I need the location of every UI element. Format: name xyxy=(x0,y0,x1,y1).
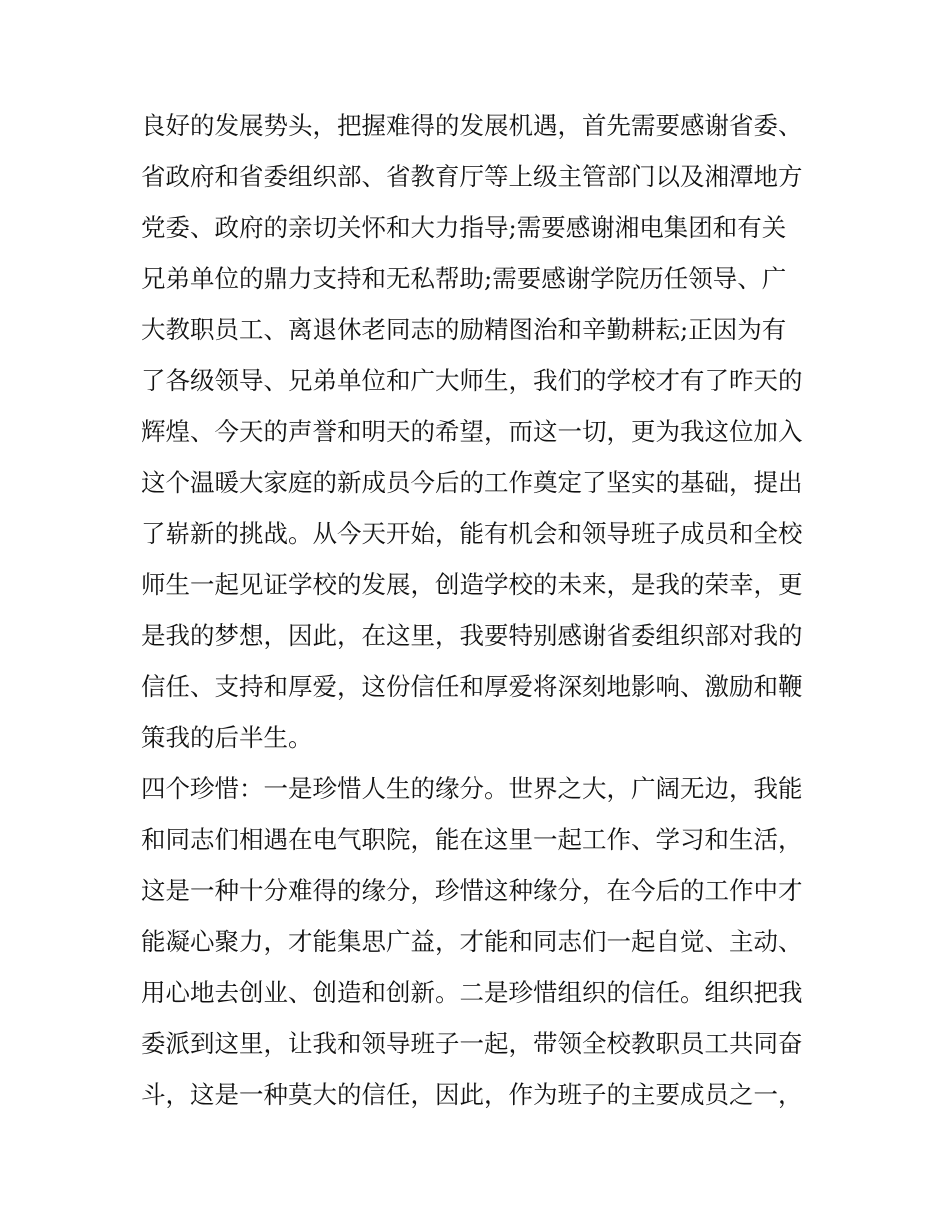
text-line: 用心地去创业、创造和创新。二是珍惜组织的信任。组织把我 xyxy=(141,978,803,1007)
text-line: 大教职员工、离退休老同志的励精图治和辛勤耕耘;正因为有 xyxy=(141,315,787,344)
text-line: 这是一种十分难得的缘分，珍惜这种缘分，在今后的工作中才 xyxy=(141,876,803,905)
text-line: 斗，这是一种莫大的信任，因此，作为班子的主要成员之一， xyxy=(141,1080,803,1109)
text-line: 能凝心聚力，才能集思广益，才能和同志们一起自觉、主动、 xyxy=(141,927,803,956)
text-line: 良好的发展势头，把握难得的发展机遇，首先需要感谢省委、 xyxy=(141,111,803,140)
text-line: 信任、支持和厚爱，这份信任和厚爱将深刻地影响、激励和鞭 xyxy=(141,672,803,701)
text-line: 省政府和省委组织部、省教育厅等上级主管部门以及湘潭地方 xyxy=(141,162,803,191)
text-line: 辉煌、今天的声誉和明天的希望，而这一切，更为我这位加入 xyxy=(141,417,803,446)
text-line: 四个珍惜：一是珍惜人生的缘分。世界之大，广阔无边，我能 xyxy=(141,774,803,803)
text-line: 了各级领导、兄弟单位和广大师生，我们的学校才有了昨天的 xyxy=(141,366,803,395)
text-line: 委派到这里，让我和领导班子一起，带领全校教职员工共同奋 xyxy=(141,1029,803,1058)
text-line: 师生一起见证学校的发展，创造学校的未来，是我的荣幸，更 xyxy=(141,570,803,599)
text-line: 这个温暖大家庭的新成员今后的工作奠定了坚实的基础，提出 xyxy=(141,468,803,497)
text-line: 策我的后半生。 xyxy=(141,723,313,752)
document-body xyxy=(141,100,821,1120)
text-line: 兄弟单位的鼎力支持和无私帮助;需要感谢学院历任领导、广 xyxy=(141,264,787,293)
text-line: 是我的梦想，因此，在这里，我要特别感谢省委组织部对我的 xyxy=(141,621,803,650)
text-line: 了崭新的挑战。从今天开始，能有机会和领导班子成员和全校 xyxy=(141,519,803,548)
text-line: 党委、政府的亲切关怀和大力指导;需要感谢湘电集团和有关 xyxy=(141,213,787,242)
text-line: 和同志们相遇在电气职院，能在这里一起工作、学习和生活， xyxy=(141,825,803,854)
